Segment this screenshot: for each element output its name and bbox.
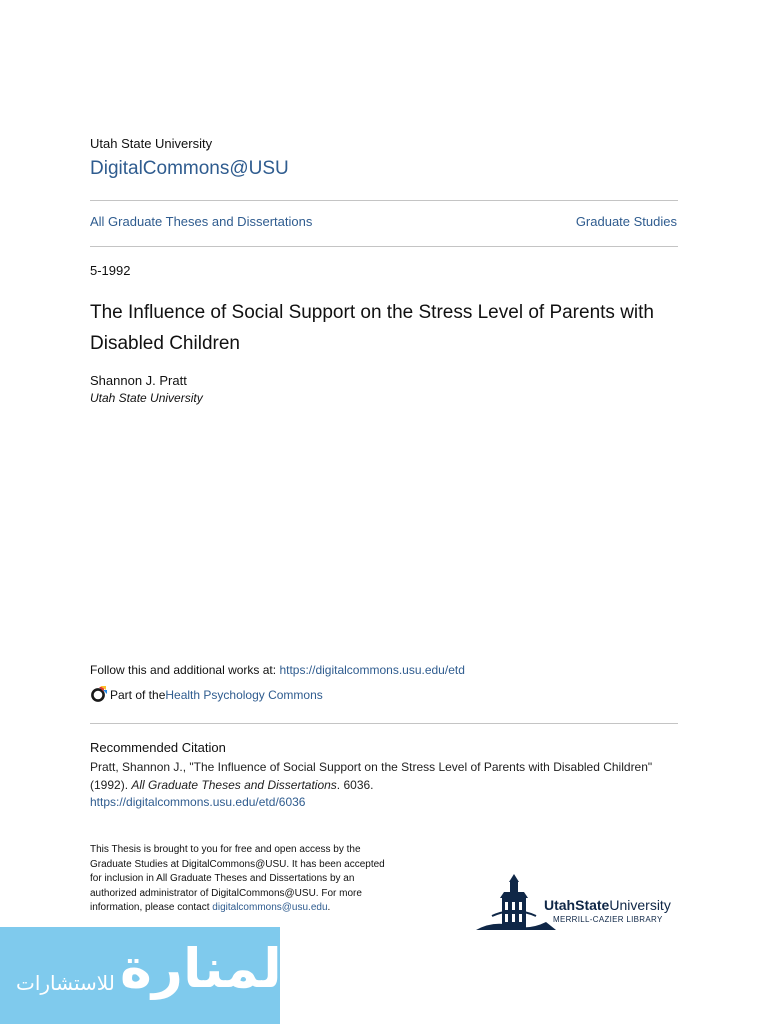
usu-wordmark: [544, 897, 671, 913]
author-affiliation: Utah State University: [90, 391, 203, 405]
citation-series: All Graduate Theses and Dissertations: [131, 777, 337, 792]
follow-link[interactable]: https://digitalcommons.usu.edu/etd: [279, 663, 465, 677]
follow-line: [90, 663, 465, 677]
citation-block: [90, 759, 680, 812]
author-name: Shannon J. Pratt: [90, 373, 187, 388]
watermark-small-text: للاستشارات: [16, 971, 115, 995]
commons-network-icon: [90, 686, 107, 703]
usu-wordmark-regular: University: [609, 897, 671, 913]
document-title: The Influence of Social Support on the Stress Level of Parents with Disabled Children: [90, 302, 654, 354]
repository-link[interactable]: DigitalCommons@USU: [90, 158, 289, 179]
citation-line-2: [90, 777, 680, 795]
citation-url-link[interactable]: https://digitalcommons.usu.edu/etd/6036: [90, 795, 306, 809]
citation-year: (1992).: [90, 777, 132, 792]
library-name: MERRILL-CAZIER LIBRARY: [553, 915, 663, 924]
department-link[interactable]: Graduate Studies: [575, 214, 677, 229]
part-of-line: [90, 686, 323, 703]
institution-name: Utah State University: [90, 136, 213, 151]
citation-heading: Recommended Citation: [90, 740, 226, 755]
collection-link[interactable]: All Graduate Theses and Dissertations: [90, 214, 313, 229]
follow-prefix: Follow this and additional works at:: [90, 663, 280, 677]
divider-citation: [90, 723, 678, 724]
part-of-prefix: Part of the: [110, 687, 166, 702]
access-notice: [90, 843, 390, 916]
divider-top: [90, 200, 678, 201]
health-psychology-commons-link[interactable]: Health Psychology Commons: [165, 687, 323, 702]
watermark-big-text: المنارة: [120, 937, 301, 1000]
usu-wordmark-bold: UtahState: [544, 897, 610, 913]
publication-date: 5-1992: [90, 263, 131, 278]
divider-nav: [90, 246, 678, 247]
contact-email-link[interactable]: digitalcommons@usu.edu: [212, 902, 328, 914]
notice-end: .: [327, 902, 331, 914]
notice-text: This Thesis is brought to you for free and open access by the Graduate Studies at DigitalCommons@USU. It has been accepted for inclusion in All Graduate Theses and Dissertations by an authorized administrator of DigitalCommons@USU. For more information, please contact: [90, 844, 385, 914]
citation-number: . 6036.: [336, 777, 374, 792]
citation-line-1: Pratt, Shannon J., "The Influence of Social Support on the Stress Level of Parents with Disabled Children": [90, 760, 653, 774]
watermark-banner: [0, 927, 301, 1024]
